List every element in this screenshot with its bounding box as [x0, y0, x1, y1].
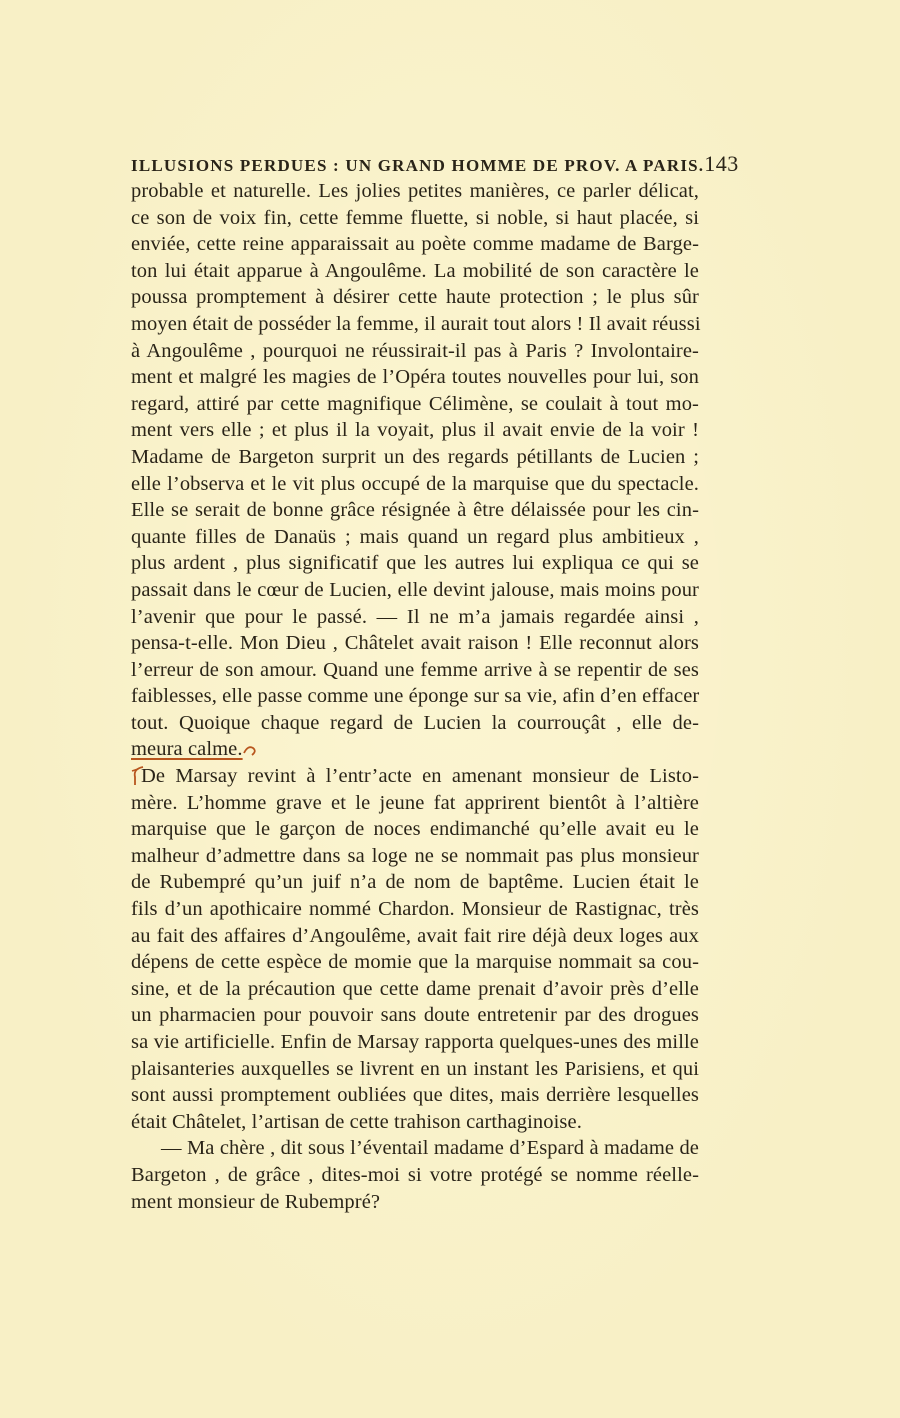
text-line: ton lui était apparue à Angoulême. La mobilité de son caractère le: [131, 259, 699, 282]
text-line: à Angoulême , pourquoi ne réussirait-il pas à Paris ? Involontaire-: [131, 339, 699, 362]
text-line: regard, attiré par cette magnifique Célimène, se coulait à tout mo-: [131, 392, 699, 415]
text-line: ce son de voix fin, cette femme fluette, si noble, si haut placée, si: [131, 206, 699, 229]
text-line: moyen était de posséder la femme, il aurait tout alors ! Il avait réussi: [131, 312, 701, 335]
text-line: faiblesses, elle passe comme une éponge sur sa vie, afin d’en effacer: [131, 685, 700, 708]
body-text: [131, 178, 699, 1215]
paragraph-start-mark-icon: [129, 765, 149, 787]
text-line: quante filles de Danaüs ; mais quand un regard plus ambitieux ,: [131, 525, 699, 548]
text-line: poussa promptement à désirer cette haute protection ; le plus sûr: [131, 286, 699, 309]
text-line: sa vie artificielle. Enfin de Marsay rapporta quelques-unes des mille: [131, 1031, 699, 1053]
text-line: marquise que le garçon de noces endimanché qu’elle avait eu le: [131, 818, 699, 841]
text-line: un pharmacien pour pouvoir sans doute entretenir par des drogues: [131, 1004, 699, 1027]
text-line: plaisanteries auxquelles se livrent en un instant les Parisiens, et qui: [131, 1057, 699, 1080]
page-number: 143: [704, 151, 739, 176]
text-line: ment et malgré les magies de l’Opéra toutes nouvelles pour lui, son: [131, 366, 699, 389]
text-line: sine, et de la précaution que cette dame prenait d’avoir près d’elle: [131, 977, 699, 1000]
text-line: enviée, cette reine apparaissait au poète comme madame de Barge-: [131, 233, 699, 256]
text-line: l’avenir que pour le passé. — Il ne m’a jamais regardée ainsi ,: [131, 605, 699, 628]
text-line: de Rubempré qu’un juif n’a de nom de baptême. Lucien était le: [131, 871, 699, 894]
text-line: au fait des affaires d’Angoulême, avait fait rire déjà deux loges aux: [131, 924, 699, 947]
text-line: Bargeton , de grâce , dites-moi si votre protégé se nomme réelle-: [131, 1163, 699, 1186]
text-line: Elle se serait de bonne grâce résignée à être délaissée pour les cin-: [131, 499, 699, 522]
paragraph-3: [131, 1135, 699, 1215]
text-line: pensa-t-elle. Mon Dieu , Châtelet avait raison ! Elle reconnut alors: [131, 632, 699, 655]
text-line: dépens de cette espèce de momie que la marquise nommait sa cou-: [131, 951, 699, 974]
text-line: elle l’observa et le vit plus occupé de la marquise que du spectacle.: [131, 472, 699, 495]
text-line: mère. L’homme grave et le jeune fat apprirent bientôt à l’altière: [131, 791, 699, 814]
text-line: De Marsay revint à l’entr’acte en amenant monsieur de Listo-: [141, 765, 699, 788]
running-head-title: ILLUSIONS PERDUES : UN GRAND HOMME DE PROV. A PARIS.: [131, 156, 705, 175]
text-line: plus ardent , plus significatif que les autres lui expliqua ce qui se: [131, 552, 699, 575]
text-line: ment monsieur de Rubempré?: [131, 1190, 381, 1213]
paragraph-break-mark-icon: [243, 744, 261, 758]
text-line: était Châtelet, l’artisan de cette trahison carthaginoise.: [131, 1110, 582, 1133]
running-head: [131, 150, 739, 180]
text-line: — Ma chère , dit sous l’éventail madame d’Espard à madame de: [161, 1137, 699, 1160]
text-line: l’erreur de son amour. Quand une femme arrive à se repentir de ses: [131, 658, 699, 681]
text-line: probable et naturelle. Les jolies petites manières, ce parler délicat,: [131, 180, 699, 202]
text-line: Madame de Bargeton surprit un des regards pétillants de Lucien ;: [131, 445, 699, 468]
text-line: malheur d’admettre dans sa loge ne se nommait pas plus monsieur: [131, 844, 699, 867]
text-line: passait dans le cœur de Lucien, elle devint jalouse, mais moins pour: [131, 578, 699, 601]
text-line: fils d’un apothicaire nommé Chardon. Monsieur de Rastignac, très: [131, 898, 699, 921]
text-line-with-mark: [131, 736, 699, 763]
text-line: tout. Quoique chaque regard de Lucien la courrouçât , elle de-: [131, 711, 699, 734]
text-line: meura calme.: [131, 738, 243, 761]
paragraph-1: [131, 178, 699, 763]
text-line: ment vers elle ; et plus il la voyait, plus il avait envie de la voir !: [131, 419, 699, 442]
paragraph-2: [131, 763, 699, 1135]
text-line: sont aussi promptement oubliées que dites, mais derrière lesquelles: [131, 1084, 699, 1107]
